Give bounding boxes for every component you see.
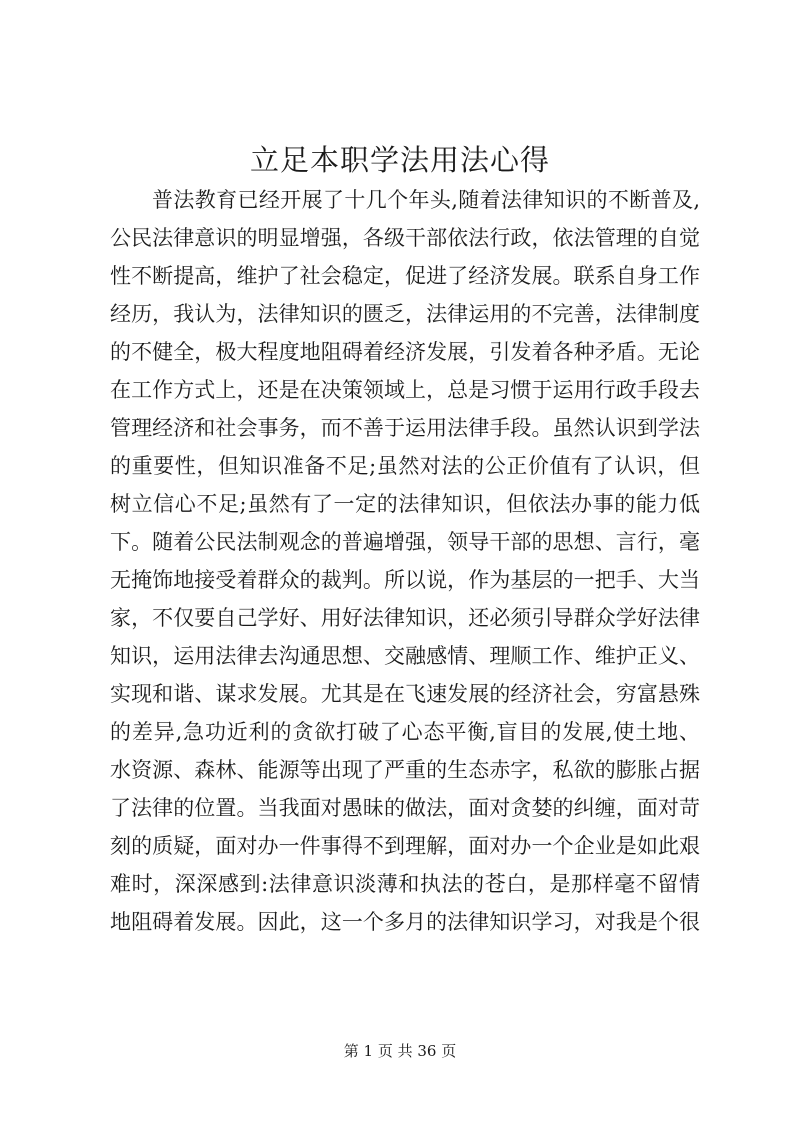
paragraph-line: 在工作方式上，还是在决策领域上，总是习惯于运用行政手段去 xyxy=(110,378,700,402)
paragraph-line: 实现和谐、谋求发展。尤其是在飞速发展的经济社会，穷富悬殊 xyxy=(110,682,700,706)
paragraph-line: 无掩饰地接受着群众的裁判。所以说，作为基层的一把手、大当 xyxy=(110,568,700,592)
paragraph-line: 树立信心不足;虽然有了一定的法律知识，但依法办事的能力低 xyxy=(110,492,700,516)
paragraph-line: 下。随着公民法制观念的普遍增强，领导干部的思想、言行，毫 xyxy=(110,530,700,554)
paragraph-line: 的重要性，但知识准备不足;虽然对法的公正价值有了认识，但 xyxy=(110,454,700,478)
document-body xyxy=(110,181,700,941)
paragraph-line: 家，不仅要自己学好、用好法律知识，还必须引导群众学好法律 xyxy=(110,606,700,630)
paragraph-line: 了法律的位置。当我面对愚昧的做法，面对贪婪的纠缠，面对苛 xyxy=(110,796,700,820)
paragraph-line: 性不断提高，维护了社会稳定，促进了经济发展。联系自身工作 xyxy=(110,264,700,288)
paragraph-line: 知识，运用法律去沟通思想、交融感情、理顺工作、维护正义、 xyxy=(110,644,700,668)
paragraph-line: 管理经济和社会事务，而不善于运用法律手段。虽然认识到学法 xyxy=(110,416,700,440)
paragraph-line: 难时，深深感到:法律意识淡薄和执法的苍白，是那样毫不留情 xyxy=(110,872,700,896)
paragraph-line: 的差异,急功近利的贪欲打破了心态平衡,盲目的发展,使土地、 xyxy=(110,720,700,744)
page-footer: 第 1 页 共 36 页 xyxy=(343,1042,457,1060)
paragraph-line: 公民法律意识的明显增强，各级干部依法行政，依法管理的自觉 xyxy=(110,226,700,250)
paragraph-line: 地阻碍着发展。因此，这一个多月的法律知识学习，对我是个很 xyxy=(110,910,700,934)
paragraph-line: 水资源、森林、能源等出现了严重的生态赤字，私欲的膨胀占据 xyxy=(110,758,700,782)
paragraph-line: 经历，我认为，法律知识的匮乏，法律运用的不完善，法律制度 xyxy=(110,302,700,326)
paragraph-line: 的不健全，极大程度地阻碍着经济发展，引发着各种矛盾。无论 xyxy=(110,340,700,364)
paragraph-line: 普法教育已经开展了十几个年头,随着法律知识的不断普及, xyxy=(152,188,700,212)
document-title: 立足本职学法用法心得 xyxy=(249,143,550,177)
paragraph-line: 刻的质疑，面对办一件事得不到理解，面对办一个企业是如此艰 xyxy=(110,834,700,858)
